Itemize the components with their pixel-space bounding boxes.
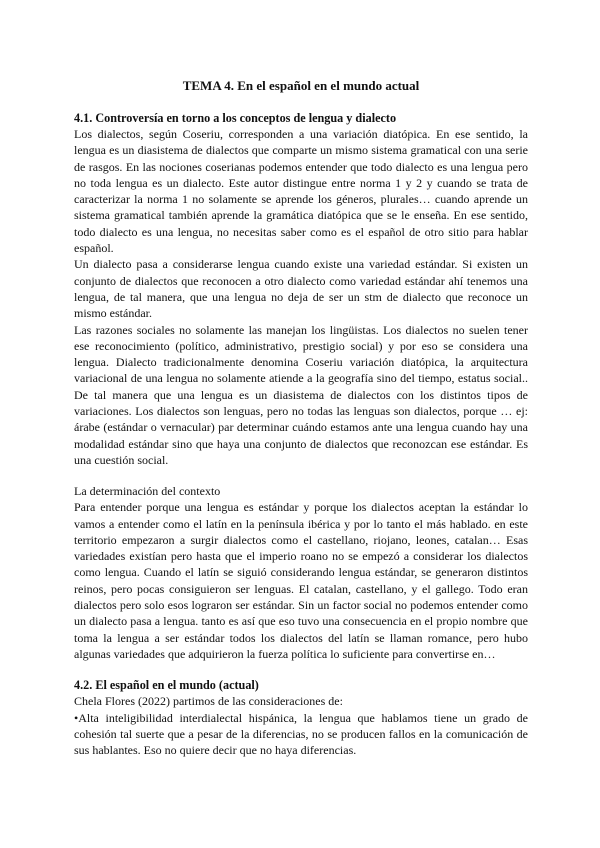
spacer — [74, 468, 528, 483]
document-title: TEMA 4. En el español en el mundo actual — [182, 78, 420, 93]
section-heading-4-2: 4.2. El español en el mundo (actual) — [74, 678, 259, 693]
paragraph-variedad-estandar: Un dialecto pasa a considerarse lengua cuando existe una variedad estándar. Si existen un conjunto de dialectos que reconocen a otro dialecto como variedad estándar ahí tenemos una lengua, de tal manera, que una lengua no deja de ser un stm de dialecto que reconoce un mismo estándar. — [74, 257, 528, 321]
paragraph-contexto: Para entender porque una lengua es estándar y porque los dialectos aceptan la estándar lo vamos a entender como el latín en la península ibérica y por lo tanto el más hablado. en este territorio empezaron a surgir dialectos como el castellano, riojano, leones, catalan… Esas variedades existían pero hasta que el imperio roano no se empezó a considerar los dialectos como lengua. Cuando el latín se siguió considerando lengua estándar, se generaron distintos reinos, pero pocas consiguieron ser lenguas. El catalan, castellano, y el gallego. Todo eran dialectos pero solo esos lograron ser estándar. Sin un factor social no podemos entender como un dialecto pasa a lengua. tanto es así que eso tuvo una consecuencia en el propio nombre que toma la lengua a ser estándar todos los dialectos del latín se llaman romance, pero hubo algunas variedades que adquirieron la fuerza política lo suficiente para convertirse en… — [74, 500, 528, 661]
bullet-inteligibilidad: •Alta inteligibilidad interdialectal hispánica, la lengua que hablamos tiene un grado de cohesión tal suerte que a pesar de la diferencias, no se producen fallos en la comunicación de sus hablantes. Eso no quiere decir que no haya diferencias. — [74, 710, 528, 758]
paragraph-dialectos-coseriu: Los dialectos, según Coseriu, corresponden a una variación diatópica. En ese sentido, la lengua es un diasistema de dialectos que comparte un mismo sistema gramatical con una serie de rasgos. En las nociones coserianas podemos entender que todo dialecto es una lengua pero no toda lengua es un dialecto. Este autor distingue entre norma 1 y 2 y cuando se trata de caracterizar la norma 1 no solamente se aprende los géneros, plurales… cuando aprende un sistema gramatical también aprende la gramática diatópica que se le enseña. En ese sentido, todo dialecto es una lengua, no necesitas saber como es el español de otro sitio para hablar español. — [74, 127, 528, 256]
section-heading-4-1: 4.1. Controversía en torno a los conceptos de lengua y dialecto — [74, 111, 397, 125]
spacer — [74, 662, 528, 677]
subheading-contexto: La determinación del contexto — [74, 484, 221, 499]
paragraph-razones-sociales: Las razones sociales no solamente las manejan los lingüistas. Los dialectos no suelen tener ese reconocimiento (político, administrativo, prestigio social) y por eso se considera una lengua. Dialecto tradicionalmente denomina Coseriu variación diatópica, la arquitectura variacional de una lengua no solamente atiende a la geografía sino del tiempo, estatus social.. De tal manera que una lengua es un diasistema de dialectos con los distintos tipos de variaciones. Los dialectos son lenguas, pero no todas las lenguas son dialectos, porque … ej: árabe (estándar o vernacular) par determinar cuándo estamos ante una lengua cuando hay una modalidad estándar sino que haya una conjunto de dialectos que reconozcan ese estándar. Es una cuestión social. — [74, 322, 528, 467]
paragraph-chela-flores-intro: Chela Flores (2022) partimos de las consideraciones de: — [74, 694, 343, 709]
